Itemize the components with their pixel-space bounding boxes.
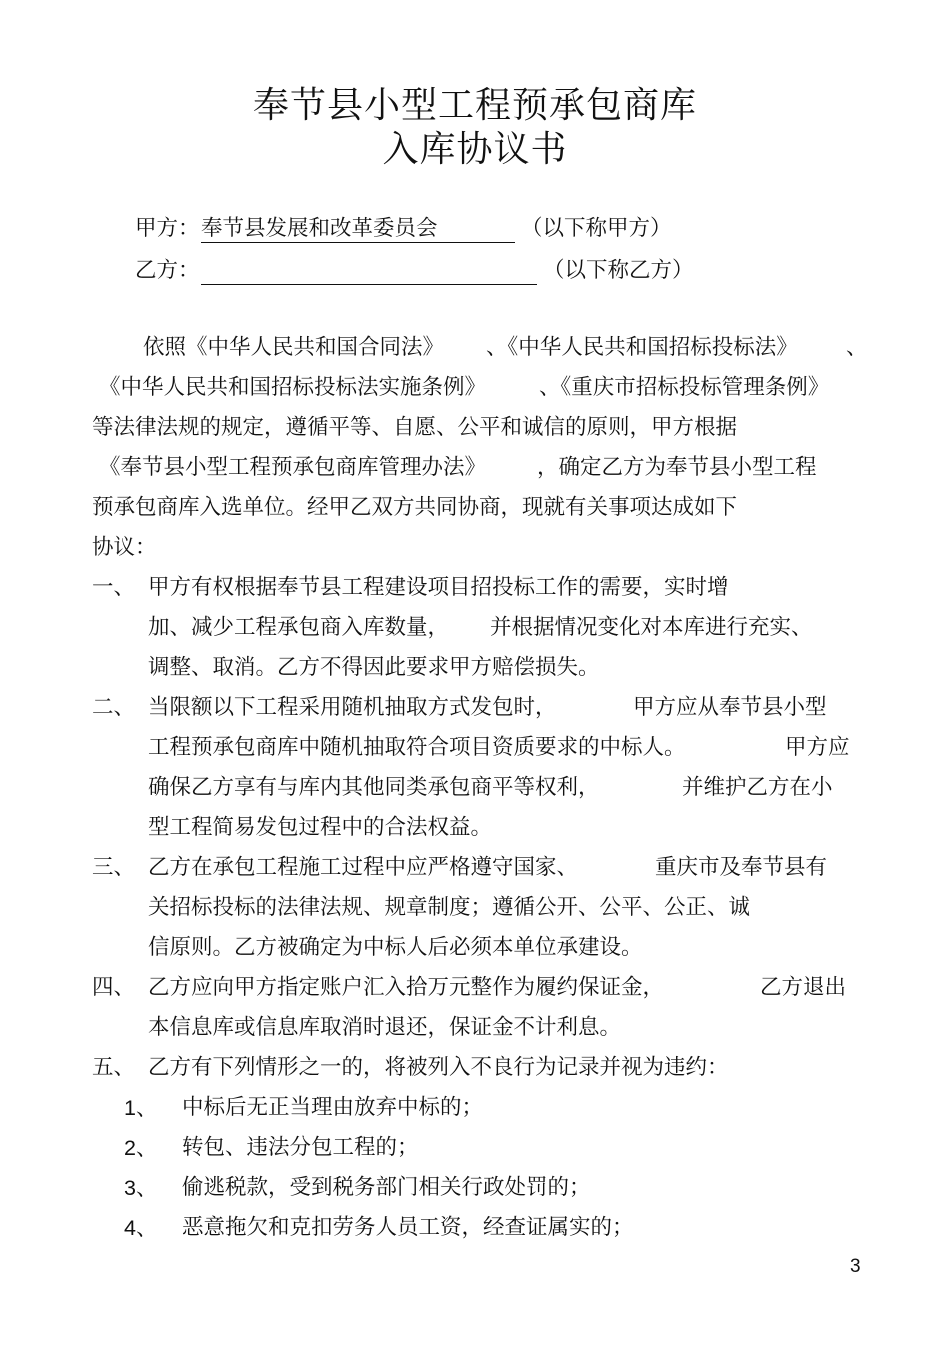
clause-5-item-4-number: 4、: [124, 1216, 158, 1240]
clause-5-line-1: 乙方有下列情形之一的，将被列入不良行为记录并视为违约：: [148, 1055, 729, 1080]
clause-1-number: 一、: [92, 575, 136, 600]
clause-4-line-2: 本信息库或信息库取消时退还，保证金不计利息。: [148, 1015, 622, 1040]
party-a-label: 甲方：: [135, 216, 200, 241]
clause-5-item-1-number: 1、: [124, 1096, 158, 1120]
clause-3-line-3: 信原则。乙方被确定为中标人后必须本单位承建设。: [148, 935, 643, 960]
clause-3-line-1b: 重庆市及奉节县有: [655, 855, 828, 880]
clause-1-line-1: 甲方有权根据奉节县工程建设项目招投标工作的需要，实时增: [148, 575, 729, 600]
clause-1-line-2b: 并根据情况变化对本库进行充实、: [490, 615, 813, 640]
clause-5-number: 五、: [92, 1055, 136, 1080]
clause-2-line-1b: 甲方应从奉节县小型: [633, 695, 827, 720]
clause-5-item-1-text: 中标后无正当理由放弃中标的；: [182, 1095, 484, 1120]
clause-5-item-3-number: 3、: [124, 1176, 158, 1200]
clause-2-line-3a: 确保乙方享有与库内其他同类承包商平等权利，: [148, 775, 600, 800]
intro-law-fengjie: 《奉节县小型工程预承包商库管理办法》: [99, 455, 487, 480]
clause-1-line-3: 调整、取消。乙方不得因此要求甲方赔偿损失。: [148, 655, 600, 680]
clause-2-line-1a: 当限额以下工程采用随机抽取方式发包时，: [148, 695, 557, 720]
document-title-line1: 奉节县小型工程预承包商库: [252, 85, 697, 126]
clause-2-line-3b: 并维护乙方在小: [682, 775, 833, 800]
intro-law-regulation: 《中华人民共和国招标投标法实施条例》: [99, 375, 487, 400]
intro-line-2: [99, 373, 486, 403]
clause-4-line-1a: 乙方应向甲方指定账户汇入拾万元整作为履约保证金，: [148, 975, 665, 1000]
party-b-blank-underline: [201, 284, 537, 285]
intro-line-1c: [846, 333, 868, 363]
clause-3-line-2: 关招标投标的法律法规、规章制度；遵循公开、公平、公正、诚: [148, 895, 751, 920]
party-b-row: [135, 256, 695, 286]
clause-2-line-2a: 工程预承包商库中随机抽取符合项目资质要求的中标人。: [148, 735, 686, 760]
clause-5-item-2-number: 2、: [124, 1136, 158, 1160]
clause-5-item-4-text: 恶意拖欠和克扣劳务人员工资，经查证属实的；: [182, 1215, 634, 1240]
clause-3-line-1a: 乙方在承包工程施工过程中应严格遵守国家、: [148, 855, 579, 880]
clause-4-number: 四、: [92, 975, 136, 1000]
clause-3-number: 三、: [92, 855, 136, 880]
document-title-line2: 入库协议书: [382, 129, 568, 170]
party-b-note: （以下称乙方）: [543, 258, 694, 283]
party-b-label: 乙方：: [135, 258, 200, 283]
intro-line-4: [99, 453, 486, 483]
clause-4-line-1b: 乙方退出: [760, 975, 847, 1000]
intro-line-5: 预承包商库入选单位。经甲乙双方共同协商，现就有关事项达成如下: [92, 495, 738, 520]
intro-line-2b: [539, 373, 829, 403]
party-a-row: [135, 214, 695, 244]
intro-line-1b: [486, 333, 798, 363]
intro-line-4b: ，确定乙方为奉节县小型工程: [537, 455, 817, 480]
party-a-name: 奉节县发展和改革委员会: [201, 216, 438, 241]
intro-line-6: 协议：: [92, 535, 157, 560]
intro-law-chongqing: 、《重庆市招标投标管理条例》: [539, 375, 830, 400]
intro-line-3: 等法律法规的规定，遵循平等、自愿、公平和诚信的原则，甲方根据: [92, 415, 738, 440]
clause-1-line-2a: 加、减少工程承包商入库数量，: [148, 615, 450, 640]
intro-separator: 、: [846, 335, 868, 360]
intro-law-bidding: 、《中华人民共和国招标投标法》: [486, 335, 798, 360]
clause-2-line-4: 型工程简易发包过程中的合法权益。: [148, 815, 493, 840]
clause-2-line-2b: 甲方应: [785, 735, 850, 760]
intro-line-1: [143, 333, 444, 363]
party-a-underline: [201, 242, 515, 243]
clause-5-item-3-text: 偷逃税款，受到税务部门相关行政处罚的；: [182, 1175, 591, 1200]
clause-5-item-2-text: 转包、违法分包工程的；: [182, 1135, 419, 1160]
clause-2-number: 二、: [92, 695, 136, 720]
page-number: 3: [850, 1256, 861, 1277]
intro-law-contract: 依照《中华人民共和国合同法》: [143, 335, 445, 360]
party-a-note: （以下称甲方）: [521, 216, 672, 241]
